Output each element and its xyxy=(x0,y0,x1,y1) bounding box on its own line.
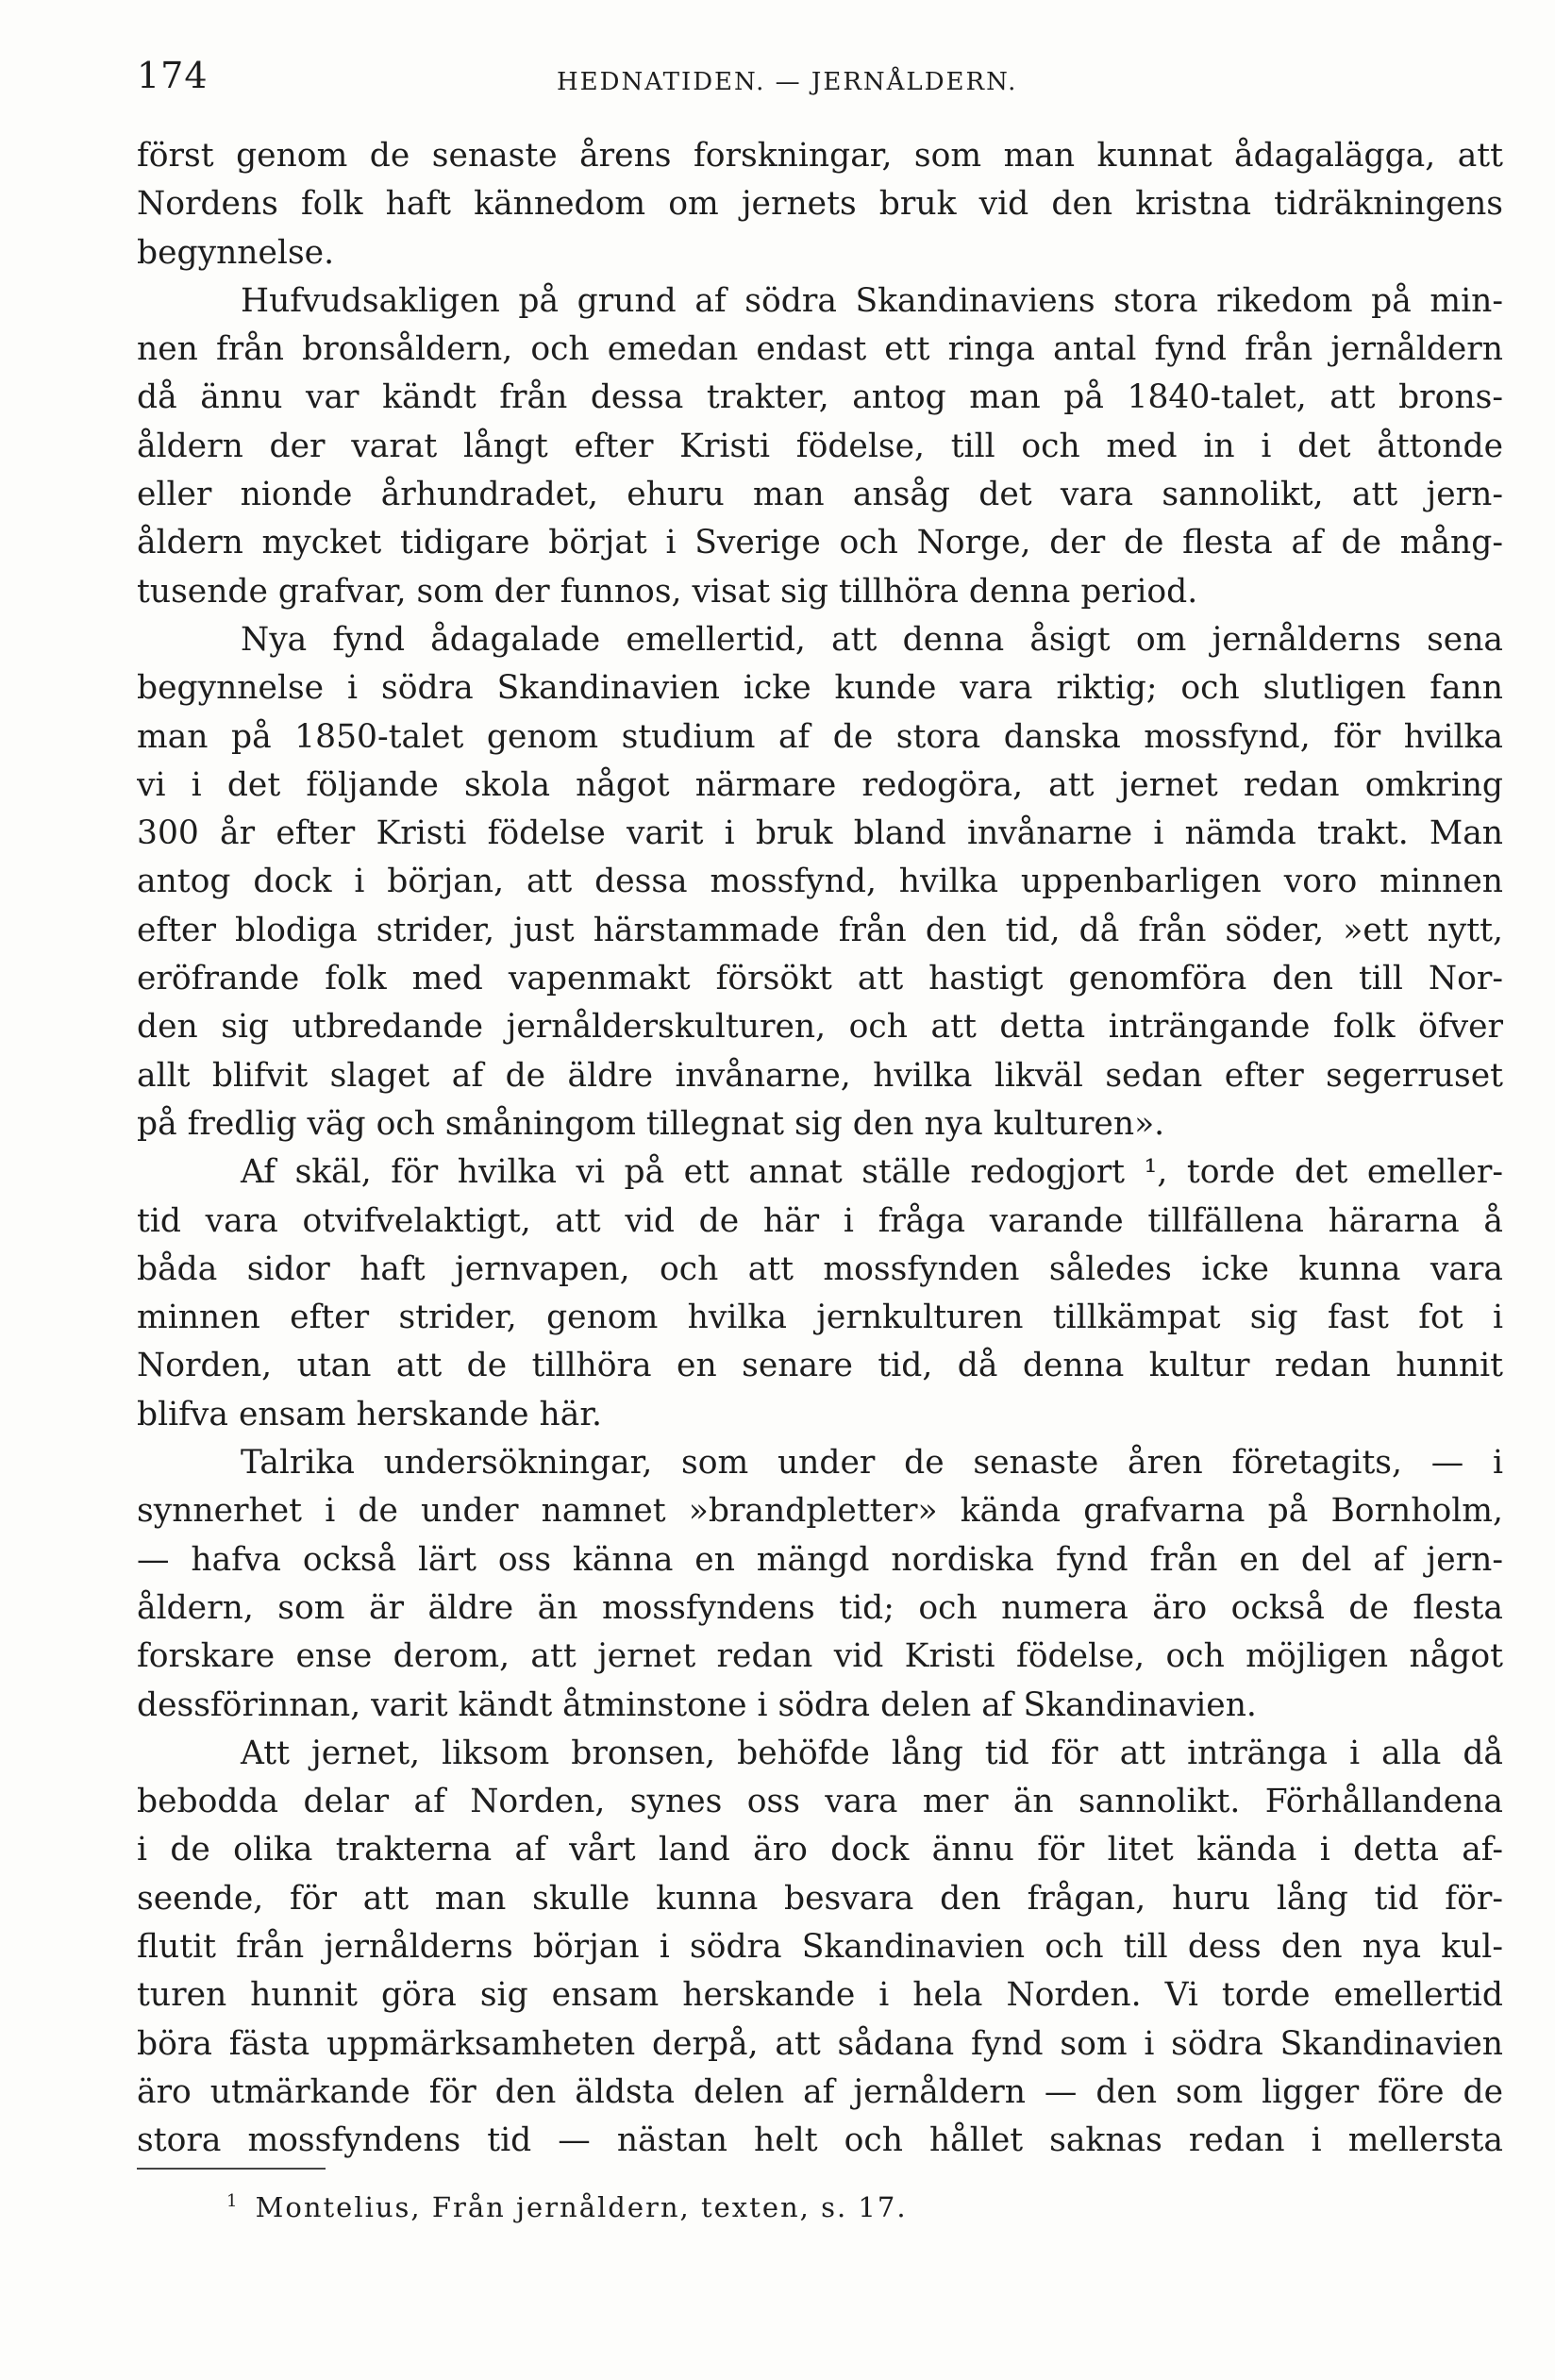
text-line: begynnelse i södra Skandinavien icke kunde vara riktig; och slutligen fann xyxy=(137,669,1503,708)
text-line: seende, för att man skulle kunna besvara den frågan, huru lång tid för- xyxy=(137,1879,1503,1918)
text-line: turen hunnit göra sig ensam herskande i hela Norden. Vi torde emellertid xyxy=(137,1976,1503,2015)
text-line: Nordens folk haft kännedom om jernets bruk vid den kristna tidräkningens xyxy=(137,185,1503,224)
text-line: flutit från jernålderns början i södra Skandinavien och till dess den nya kul- xyxy=(137,1927,1503,1966)
text-line: nen från bronsåldern, och emedan endast ett ringa antal fynd från jernåldern xyxy=(137,330,1503,369)
text-line: synnerhet i de under namnet »brandpletter» kända grafvarna på Bornholm, xyxy=(137,1492,1503,1531)
running-head: HEDNATIDEN. — JERNÅLDERN. xyxy=(557,68,1018,96)
paragraph-start-line: Af skäl, för hvilka vi på ett annat ställe redogjort ¹, torde det emeller- xyxy=(241,1153,1503,1192)
text-line: Norden, utan att de tillhöra en senare tid, då denna kultur redan hunnit xyxy=(137,1347,1503,1385)
text-line: begynnelse. xyxy=(137,233,335,272)
footnote-divider xyxy=(137,2168,326,2170)
body-text xyxy=(137,132,1503,2165)
paragraph-start-line: Nya fynd ådagalade emellertid, att denna åsigt om jernålderns sena xyxy=(241,620,1503,659)
text-line: båda sidor haft jernvapen, och att mossfynden således icke kunna vara xyxy=(137,1249,1503,1288)
text-line: tid vara otvifvelaktigt, att vid de här i fråga varande tillfällena härarna å xyxy=(137,1201,1503,1240)
text-line: efter blodiga strider, just härstammade från den tid, då från söder, »ett nytt, xyxy=(137,911,1503,949)
paragraph-start-line: Hufvudsakligen på grund af södra Skandinaviens stora rikedom på min- xyxy=(241,281,1503,320)
text-line: först genom de senaste årens forskningar, som man kunnat ådagalägga, att xyxy=(137,137,1503,175)
text-line: minnen efter strider, genom hvilka jernkulturen tillkämpat sig fast fot i xyxy=(137,1299,1503,1337)
text-line: den sig utbredande jernålderskulturen, och att detta inträngande folk öfver xyxy=(137,1008,1503,1047)
text-line: eröfrande folk med vapenmakt försökt att hastigt genomföra den till Nor- xyxy=(137,960,1503,998)
footnote xyxy=(226,2191,908,2223)
text-line: forskare ense derom, att jernet redan vid Kristi födelse, och möjligen något xyxy=(137,1637,1503,1676)
text-line: böra fästa uppmärksamheten derpå, att sådana fynd som i södra Skandinavien xyxy=(137,2024,1503,2063)
text-line: man på 1850-talet genom studium af de stora danska mossfynd, för hvilka xyxy=(137,717,1503,756)
text-line: 300 år efter Kristi födelse varit i bruk bland invånarne i nämda trakt. Man xyxy=(137,814,1503,853)
text-line: dessförinnan, varit kändt åtminstone i södra delen af Skandinavien. xyxy=(137,1685,1257,1724)
text-line: i de olika trakterna af vårt land äro dock ännu för litet kända i detta af- xyxy=(137,1831,1503,1869)
text-line: åldern mycket tidigare börjat i Sverige och Norge, der de flesta af de mång- xyxy=(137,524,1503,562)
paragraph-start-line: Att jernet, liksom bronsen, behöfde lång tid för att intränga i alla då xyxy=(241,1734,1503,1772)
text-line: antog dock i början, att dessa mossfynd, hvilka uppenbarligen voro minnen xyxy=(137,863,1503,901)
text-line: — hafva också lärt oss känna en mängd nordiska fynd från en del af jern- xyxy=(137,1540,1503,1579)
text-line: tusende grafvar, som der funnos, visat sig tillhöra denna period. xyxy=(137,572,1198,611)
text-line: åldern der varat långt efter Kristi födelse, till och med in i det åttonde xyxy=(137,427,1503,465)
text-line: blifva ensam herskande här. xyxy=(137,1395,602,1433)
page-header xyxy=(137,55,1503,111)
text-line: bebodda delar af Norden, synes oss vara mer än sannolikt. Förhållandena xyxy=(137,1783,1503,1821)
text-line: eller nionde århundradet, ehuru man ansåg det vara sannolikt, att jern- xyxy=(137,476,1503,514)
paragraph-start-line: Talrika undersökningar, som under de senaste åren företagits, — i xyxy=(241,1444,1503,1483)
text-line: då ännu var kändt från dessa trakter, antog man på 1840-talet, att brons- xyxy=(137,378,1503,417)
text-line: allt blifvit slaget af de äldre invånarne, hvilka likväl sedan efter segerruset xyxy=(137,1056,1503,1095)
text-line: på fredlig väg och småningom tillegnat sig den nya kulturen». xyxy=(137,1104,1165,1143)
footnote-marker: 1 xyxy=(226,2191,240,2212)
text-line: vi i det följande skola något närmare redogöra, att jernet redan omkring xyxy=(137,765,1503,804)
footnote-text: Montelius, Från jernåldern, texten, s. 17. xyxy=(255,2191,908,2223)
text-line: stora mossfyndens tid — nästan helt och hållet saknas redan i mellersta xyxy=(137,2121,1503,2160)
page-number: 174 xyxy=(137,55,209,96)
text-line: äro utmärkande för den äldsta delen af jernåldern — den som ligger före de xyxy=(137,2072,1503,2111)
text-line: åldern, som är äldre än mossfyndens tid; och numera äro också de flesta xyxy=(137,1588,1503,1627)
